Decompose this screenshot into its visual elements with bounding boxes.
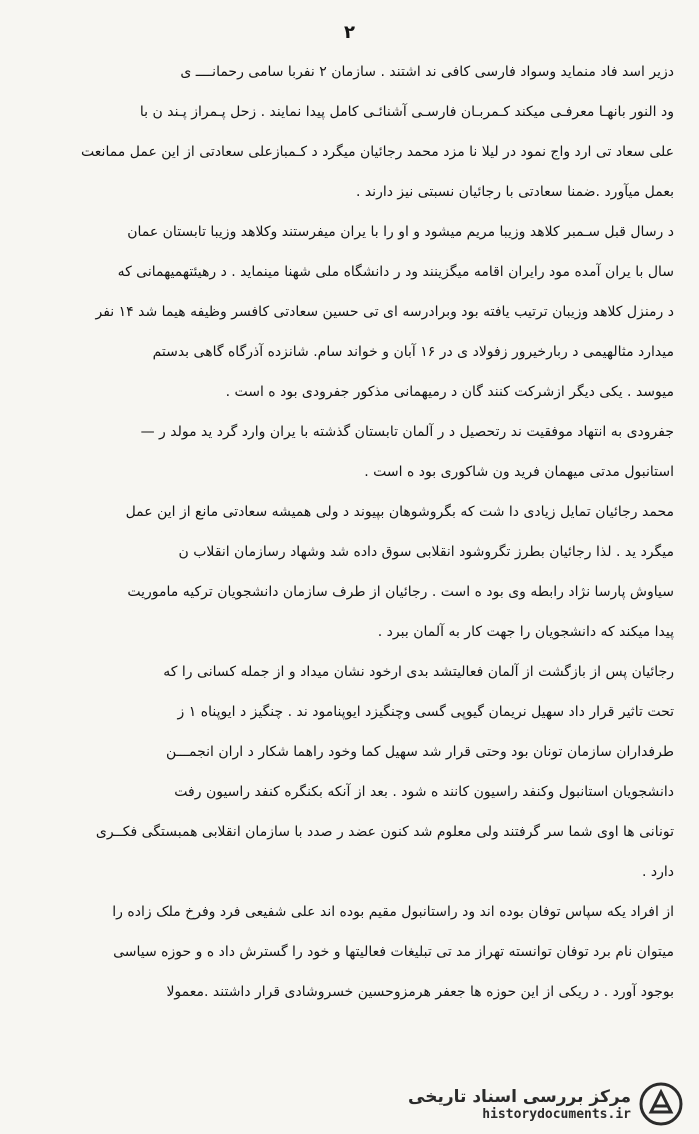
archive-logo-icon	[639, 1082, 683, 1126]
text-line: از افراد یکه سپاس توفان بوده اند ود راستانبول مقیم بوده اند علی شفیعی فرد وفرخ ملک زاده را	[112, 904, 674, 920]
text-line: سیاوش پارسا نژاد رابطه وی بود ه است . رجائیان از طرف سازمان دانشجویان ترکیه ماموریت	[127, 584, 674, 600]
watermark-text	[408, 1087, 631, 1122]
text-line: میوسد . یکی دیگر ازشرکت کنند گان د رمیهمانی مذکور جفرودی بود ه است .	[225, 384, 674, 400]
text-line: د رسال قبل سـمبر کلاهد وزیبا مریم میشود و او را با یران میفرستند وکلاهد وزیبا تابستان عمان	[127, 224, 674, 240]
text-line: بوجود آورد . د ریکی از این حوزه ها جعفر هرمزوحسین خسروشادی قرار داشتند .معمولا	[166, 984, 674, 1000]
text-line: پیدا میکند که دانشجویان را جهت کار به آلمان ببرد .	[377, 624, 674, 640]
text-line: علی سعاد تی ارد واج نمود در لیلا نا مزد محمد رجائیان میگرد د کـمبازعلی سعادتی از این عمل ممانعت	[81, 144, 674, 160]
text-line: تحت تاثیر قرار داد سهیل نریمان گیوپی گسی وچنگیزد ایوپنامود ند . چنگیز د ایوپناه ۱ ز	[177, 704, 674, 720]
body-text	[30, 52, 674, 1012]
text-line: میدارد مثالهیمی د ربارخیرور زفولاد ی در ۱۶ آبان و خواند سام. شانزده آذرگاه گاهی بدستم	[152, 344, 674, 360]
text-line: دانشجویان استانبول وکنفد راسیون کانند ه شود . بعد از آنکه بکنگره کنفد راسیون رفت	[174, 784, 674, 800]
text-line: جفرودی به انتهاد موفقیت ند رتحصیل د ر آلمان تابستان گذشته با یران وارد گرد ید مولد ر —	[140, 424, 674, 440]
text-line: ود النور بانهـا معرفـی میکند کـمربـان فارسـی آشنائـی کامل پیدا نمایند . زحل پـمراز پـند ن با	[139, 104, 674, 120]
text-line: دزیر اسد فاد منماید وسواد فارسی کافی ند اشتند . سازمان ۲ نفربا سامی رحمانــــ ی	[180, 64, 674, 80]
page-number: ۲	[344, 22, 355, 43]
text-line: محمد رجائیان تمایل زیادی دا شت که بگروشوهان بپیوند د ولی همیشه سعادتی مانع از این عمل	[125, 504, 674, 520]
watermark-title: مرکز بررسی اسناد تاریخی	[408, 1086, 631, 1107]
text-line: رجائیان پس از بازگشت از آلمان فعالیتشد بدی ارخود نشان میداد و از جمله کسانی را که	[163, 664, 674, 680]
text-line: تونانی ها اوی شما سر گرفتند ولی معلوم شد کنون عضد ر صدد با سازمان انقلابی همبستگی فکــری	[95, 824, 674, 840]
text-line: طرفداران سازمان تونان بود وحتی قرار شد سهیل کما وخود راهما شکار د اران انجمـــن	[166, 744, 674, 760]
text-line: بعمل میآورد .ضمنا سعادتی با رجائیان نسبتی نیز دارند .	[355, 184, 674, 200]
watermark	[408, 1082, 683, 1126]
text-line: میگرد ید . لذا رجائیان بطرز تگروشود انقلابی سوق داده شد وشهاد رسازمان انقلاب ن	[178, 544, 674, 560]
text-line: دارد .	[641, 864, 674, 880]
text-line: سال با یران آمده مود رایران اقامه میگزینند ود ر دانشگاه ملی شهنا مینماید . د رهیئتهمیهمانی که	[117, 264, 674, 280]
watermark-url: historydocuments.ir	[482, 1106, 631, 1122]
text-line: استانبول مدتی میهمان فرید ون شاکوری بود ه است .	[364, 464, 674, 480]
text-line: میتوان نام برد توفان توانسته تهراز مد تی تبلیغات فعالیتها و خود را گسترش داد ه و حوزه سیاسی	[113, 944, 674, 960]
text-line: د رمنزل کلاهد وزیبان ترتیب یافته بود وبرادرسه ای تی حسین سعادتی کافسر وظیفه هیما شد ۱۴ نفر	[95, 304, 674, 320]
